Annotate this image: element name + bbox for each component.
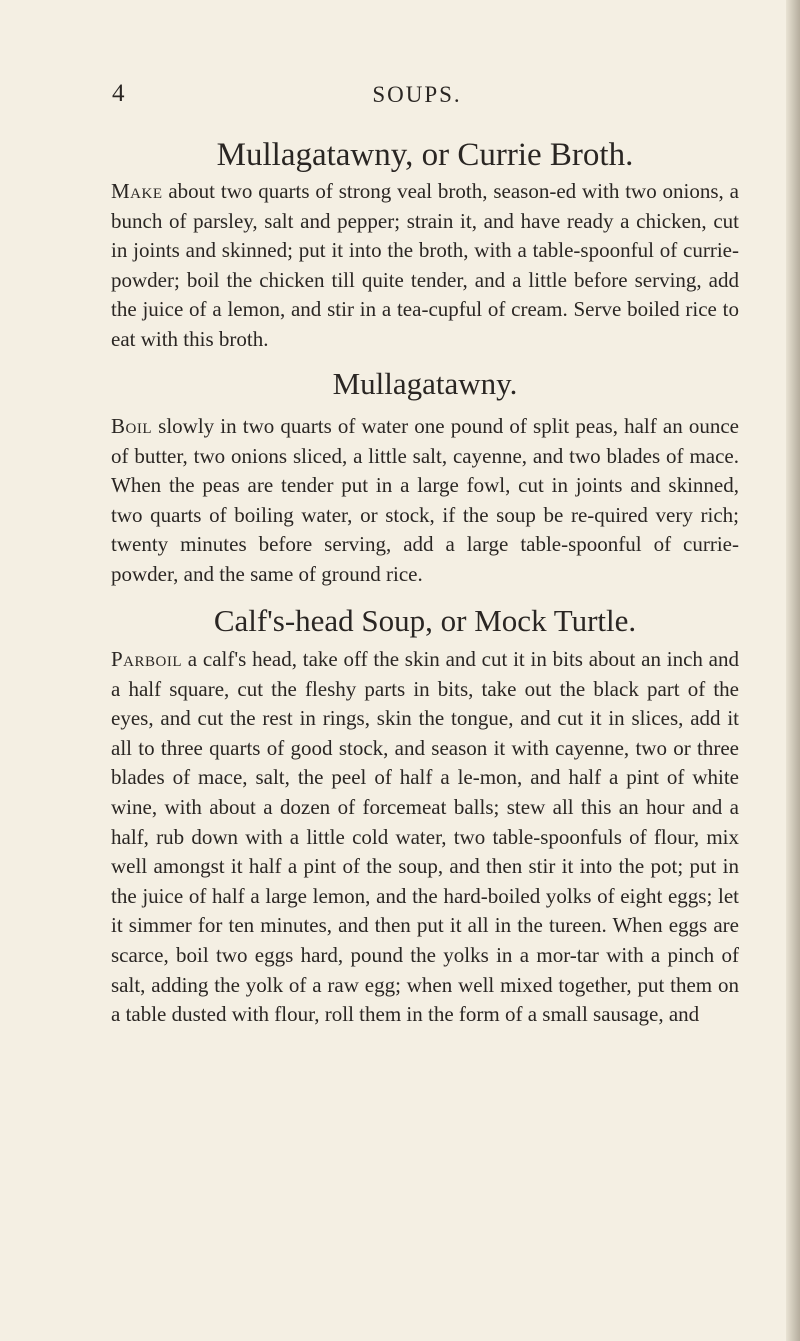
recipe-body: a calf's head, take off the skin and cut it in bits about an inch and a half square, cut the fleshy parts in bits, take out the black part of the eyes, and cut the rest in rings, skin the tongue, and cut it in slices, add it all to three quarts of good stock, and season it with cayenne, two or three blades of mace, salt, the peel of half a le-mon, and half a pint of white wine, with about a dozen of forcemeat balls; stew all this an hour and a half, rub down with a little cold water, two table-spoonfuls of flour, mix well amongst it half a pint of the soup, and then stir it into the pot; put in the juice of half a large lemon, and the hard-boiled yolks of eight eggs; let it simmer for ten minutes, and then put it all in the tureen. When eggs are scarce, boil two eggs hard, pound the yolks in a mor-tar with a pinch of salt, adding the yolk of a raw egg; when well mixed together, put them on a table dusted with flour, roll them in the form of a small sausage, and	[111, 647, 739, 1027]
recipe-lead-word: Boil	[111, 414, 152, 438]
recipe-lead-word: Make	[111, 179, 163, 203]
recipe-lead-word: Parboil	[111, 647, 183, 671]
recipe-body: slowly in two quarts of water one pound of split peas, half an ounce of butter, two onions sliced, a little salt, cayenne, and two blades of mace. When the peas are tender put in a large fowl, cut in joints and skinned, two quarts of boiling water, or stock, if the soup be re-quired very rich; twenty minutes before serving, add a large table-spoonful of currie-powder, and the same of ground rice.	[111, 414, 739, 586]
page-edge-shadow	[786, 0, 800, 1341]
recipe-currie-broth	[111, 135, 739, 354]
page-header	[112, 80, 722, 120]
recipe-title: Mullagatawny.	[332, 366, 518, 401]
recipe-mock-turtle	[111, 601, 739, 1030]
page-content	[111, 135, 739, 1030]
recipe-title: Calf's-head Soup, or Mock Turtle.	[213, 603, 637, 638]
recipe-text	[111, 412, 739, 589]
recipe-body: about two quarts of strong veal broth, season-ed with two onions, a bunch of parsley, salt and pepper; strain it, and have ready a chicken, cut in joints and skinned; put it into the broth, with a table-spoonful of currie-powder; boil the chicken till quite tender, and a little before serving, add the juice of a lemon, and stir in a tea-cupful of cream. Serve boiled rice to eat with this broth.	[111, 179, 739, 351]
recipe-mullagatawny	[111, 364, 739, 589]
page-number: 4	[112, 80, 125, 107]
running-head: SOUPS.	[372, 82, 462, 107]
recipe-text	[111, 645, 739, 1030]
recipe-text	[111, 177, 739, 354]
recipe-title: Mullagatawny, or Currie Broth.	[216, 137, 634, 173]
